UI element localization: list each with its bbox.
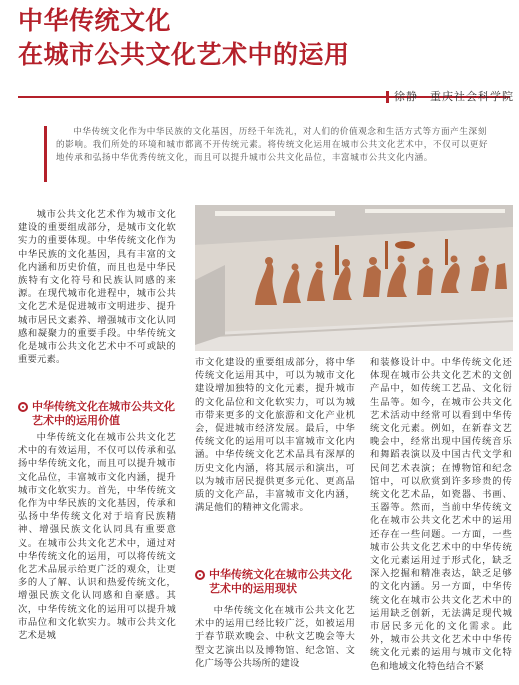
article-title-line1: 中华传统文化 xyxy=(18,6,172,35)
right-paragraph: 和装修设计中。中华传统文化还体现在城市公共文化艺术的文创产品中，如传统工艺品、文化衍生品等。如今，在城市公共文化艺术活动中经常可以看到中华传统文化元素。例如，在新春文艺晚会中，经常出现中国传统音乐和舞蹈表演以及中国古代文学和民间艺术表演；在博物馆和纪念馆中，可以欣赏到许多珍贵的传统文化艺术品，如瓷器、书画、玉器等。然而，当前中华传统文化在城市公共文化艺术中的运用还存在一些问题。一方面，一些城市公共文化艺术中的中华传统文化元素运用过于形式化，缺乏深入挖掘和精准表达，缺乏足够的文化内涵。另一方面，中华传统文化在城市公共文化艺术中的运用缺乏创新，无法满足现代城市居民多元化的文化需求。此外，城市公共文化艺术中中华传统文化元素的运用与城市文化特色和地域文化特色结合不紧 xyxy=(370,357,512,672)
intro-column xyxy=(18,208,176,366)
section-heading-status xyxy=(195,568,360,596)
abstract-text: 中华传统文化作为中华民族的文化基因，历经千年洗礼，对人们的价值观念和生活方式等方面产生深刻的影响。我们所处的环境和城市都离不开传统元素。将传统文化运用在城市公共文化艺术中，不仅可以更好地传承和弘扬中华优秀传统文化，而且可以提升城市公共文化品位，丰富城市公共文化内涵。 xyxy=(56,127,489,163)
intro-paragraph: 城市公共文化艺术作为城市文化建设的重要组成部分，是城市文化软实力的重要体现。中华传统文化作为中华民族的文化基因，具有丰富的文化内涵和历史价值，而且也是中华民族特有文化符号和民族认同感的来源。在现代城市化进程中，城市公共文化艺术是促进城市文明进步、提升城市居民文素养、增强城市文化认同感和凝聚力的重要手段。中华传统文化是城市公共文化艺术中不可或缺的重要元素。 xyxy=(18,209,176,366)
abstract-block xyxy=(56,126,496,186)
article-title-line2: 在城市公共文化艺术中的运用 xyxy=(18,40,350,69)
section-heading-value-text: 中华传统文化在城市公共文化艺术中的运用价值 xyxy=(32,400,175,427)
section1-column xyxy=(18,431,176,642)
byline-marker xyxy=(386,91,389,103)
section-heading-value xyxy=(18,400,178,428)
section2-column xyxy=(195,604,355,670)
middle-column xyxy=(195,356,355,514)
abstract-bar xyxy=(44,126,47,182)
heading-bullet-icon xyxy=(195,570,205,580)
right-column xyxy=(370,356,512,673)
relief-mural-image xyxy=(195,205,513,351)
section2-paragraph: 中华传统文化在城市公共文化艺术中的运用已经比较广泛，如被运用于春节联欢晚会、中秋文艺晚会等大型文艺演出以及博物馆、纪念馆、文化广场等公共场所的建设 xyxy=(195,605,355,669)
middle-paragraph: 市文化建设的重要组成部分，将中华传统文化运用其中，可以为城市文化建设增加独特的文化元素，提升城市的文化品位和文化软实力，可以为城市带来更多的文化旅游和文化产业机会，促进城市经济发展。最后，中华传统文化的运用可以丰富城市文化内涵。中华传统文化艺术品具有深厚的历史文化内涵，将其展示和演出，可以为城市居民提供更多元化、更高品质的文化产品，丰富城市文化内涵，满足他们的精神文化需求。 xyxy=(195,357,355,514)
section-heading-status-text: 中华传统文化在城市公共文化艺术中的运用现状 xyxy=(209,568,352,595)
section1-paragraph: 中华传统文化在城市公共文化艺术中的有效运用，不仅可以传承和弘扬中华传统文化，而且可以提升城市文化品位，丰富城市文化内涵，提升城市文化软实力。首先，中华传统文化作为中华民族的文化基因，传承和弘扬中华传统文化对于培育民族精神、增强民族文化认同具有重要意义。在城市公共文化艺术中，通过对中华传统文化的运用，可以将传统文化艺术品展示给更广泛的观众，让更多的人了解、认识和热爱传统文化，增强民族文化认同感和自豪感。其次，中华传统文化的运用可以提升城市品位和文化软实力。城市公共文化艺术是城 xyxy=(18,432,176,642)
heading-bullet-icon xyxy=(18,402,28,412)
author-byline: 徐静 重庆社会科学院 xyxy=(394,90,514,103)
relief-mural-photo xyxy=(195,205,513,351)
